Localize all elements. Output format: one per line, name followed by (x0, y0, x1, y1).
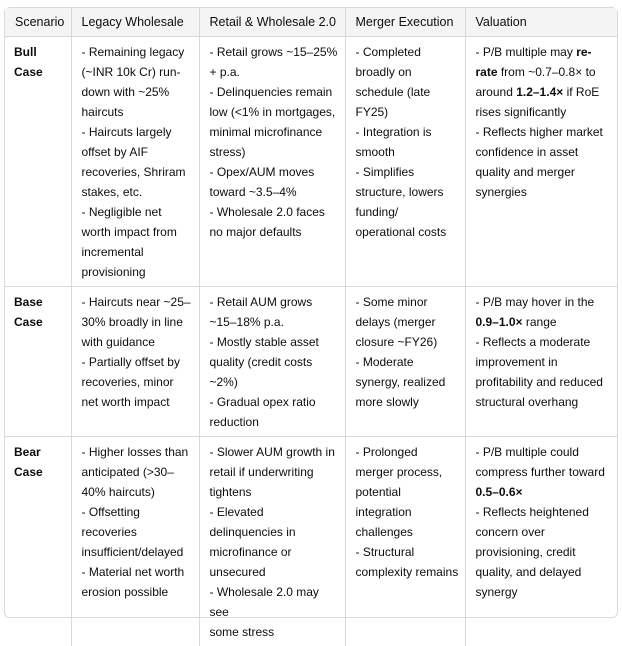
valuation-cell (465, 437, 617, 646)
cell-text-line: potential (356, 482, 459, 502)
header-valuation: Valuation (465, 8, 617, 37)
cell-text-line: - Structural (356, 542, 459, 562)
valuation-rest (476, 332, 612, 412)
cell-text-line: anticipated (>30– (82, 462, 193, 482)
bold-text: re- (576, 45, 591, 59)
cell-text-line: - Prolonged (356, 442, 459, 462)
cell-text-line: delays (merger (356, 312, 459, 332)
cell-text-line: - Haircuts near ~25– (82, 292, 193, 312)
cell-text-line: - Offsetting (82, 502, 193, 522)
text-run: from ~0.7–0.8× to (498, 65, 596, 79)
valuation-cell (465, 287, 617, 437)
retail-cell (199, 287, 345, 437)
valuation-rest (476, 502, 612, 602)
cell-text-line: - Moderate (356, 352, 459, 372)
scenario-cell (5, 437, 71, 646)
valuation-line (476, 62, 612, 82)
scenario-label-line: Case (14, 312, 65, 332)
cell-text-line: + p.a. (210, 62, 339, 82)
cell-text-line: synergies (476, 182, 612, 202)
cell-text-line: closure ~FY26) (356, 332, 459, 352)
bold-text: rate (476, 65, 498, 79)
scenario-cell (5, 287, 71, 437)
bold-text: 0.9–1.0× (476, 315, 523, 329)
merger-cell (345, 37, 465, 287)
cell-text-line: - Slower AUM growth in (210, 442, 339, 462)
cell-text-line: FY25) (356, 102, 459, 122)
cell-text-line: recoveries, Shriram (82, 162, 193, 182)
cell-text-line: (~INR 10k Cr) run- (82, 62, 193, 82)
cell-text-line: with guidance (82, 332, 193, 352)
retail-cell (199, 37, 345, 287)
cell-text-line: - Higher losses than (82, 442, 193, 462)
cell-text-line: tightens (210, 482, 339, 502)
cell-text-line: merger process, (356, 462, 459, 482)
cell-text-line: ~2%) (210, 372, 339, 392)
cell-text-line: schedule (late (356, 82, 459, 102)
cell-text-line: 40% haircuts) (82, 482, 193, 502)
cell-text-line: ~15–18% p.a. (210, 312, 339, 332)
cell-text-line: quality and merger (476, 162, 612, 182)
valuation-line (476, 82, 612, 102)
cell-text-line: - Retail AUM grows (210, 292, 339, 312)
cell-text-line: - Remaining legacy (82, 42, 193, 62)
bold-text: 0.5–0.6× (476, 485, 523, 499)
cell-text-line: rises significantly (476, 102, 612, 122)
cell-text-line: synergy, realized (356, 372, 459, 392)
cell-text-line: structural overhang (476, 392, 612, 412)
cell-text-line: offset by AIF (82, 142, 193, 162)
scenario-label-line: Base (14, 292, 65, 312)
valuation-line: - P/B may hover in the (476, 292, 612, 312)
cell-text-line: recoveries, minor (82, 372, 193, 392)
scenario-cell (5, 37, 71, 287)
cell-text-line: quality, and delayed (476, 562, 612, 582)
cell-text-line: - Negligible net (82, 202, 193, 222)
cell-text-line: - Elevated (210, 502, 339, 522)
cell-text-line: - Retail grows ~15–25% (210, 42, 339, 62)
cell-text-line: provisioning, credit (476, 542, 612, 562)
scenario-label-line: Case (14, 462, 65, 482)
valuation-rest (476, 102, 612, 202)
cell-text-line: toward ~3.5–4% (210, 182, 339, 202)
cell-text-line: erosion possible (82, 582, 193, 602)
cell-text-line: confidence in asset (476, 142, 612, 162)
cell-text-line: - Simplifies (356, 162, 459, 182)
cell-text-line: delinquencies in (210, 522, 339, 542)
text-run: around (476, 85, 517, 99)
cell-text-line: - Wholesale 2.0 may see (210, 582, 339, 622)
cell-text-line: complexity remains (356, 562, 459, 582)
retail-cell (199, 437, 345, 646)
cell-text-line: smooth (356, 142, 459, 162)
valuation-line (476, 482, 612, 502)
cell-text-line: low (<1% in mortgages, (210, 102, 339, 122)
cell-text-line: stakes, etc. (82, 182, 193, 202)
cell-text-line: improvement in (476, 352, 612, 372)
cell-text-line: - Delinquencies remain (210, 82, 339, 102)
legacy-cell (71, 37, 199, 287)
cell-text-line: - Gradual opex ratio (210, 392, 339, 412)
text-run: if RoE (563, 85, 599, 99)
cell-text-line: some stress (210, 622, 339, 642)
cell-text-line: no major defaults (210, 222, 339, 242)
bold-text: 1.2–1.4× (516, 85, 563, 99)
cell-text-line: more slowly (356, 392, 459, 412)
cell-text-line: structure, lowers (356, 182, 459, 202)
legacy-cell (71, 437, 199, 646)
legacy-cell (71, 287, 199, 437)
cell-text-line: down with ~25% (82, 82, 193, 102)
cell-text-line: - Some minor (356, 292, 459, 312)
cell-text-line: - Partially offset by (82, 352, 193, 372)
header-legacy-wholesale: Legacy Wholesale (71, 8, 199, 37)
scenario-table (5, 8, 617, 646)
valuation-line: compress further toward (476, 462, 612, 482)
cell-text-line: - Integration is (356, 122, 459, 142)
header-retail-wholesale: Retail & Wholesale 2.0 (199, 8, 345, 37)
cell-text-line: net worth impact (82, 392, 193, 412)
cell-text-line: funding/ (356, 202, 459, 222)
cell-text-line: operational costs (356, 222, 459, 242)
cell-text-line: - Mostly stable asset (210, 332, 339, 352)
cell-text-line: - Completed (356, 42, 459, 62)
header-merger-execution: Merger Execution (345, 8, 465, 37)
valuation-line (476, 312, 612, 332)
cell-text-line: stress) (210, 142, 339, 162)
cell-text-line: incremental (82, 242, 193, 262)
table-row-bull (5, 37, 617, 287)
cell-text-line: microfinance or (210, 542, 339, 562)
cell-text-line: - Haircuts largely (82, 122, 193, 142)
cell-text-line: concern over (476, 522, 612, 542)
cell-text-line: reduction (210, 412, 339, 432)
cell-text-line: retail if underwriting (210, 462, 339, 482)
valuation-line: - P/B multiple could (476, 442, 612, 462)
cell-text-line: quality (credit costs (210, 352, 339, 372)
cell-text-line: profitability and reduced (476, 372, 612, 392)
text-run: - P/B multiple may (476, 45, 577, 59)
cell-text-line: unsecured (210, 562, 339, 582)
table-row-bear (5, 437, 617, 646)
cell-text-line: recoveries (82, 522, 193, 542)
cell-text-line: - Opex/AUM moves (210, 162, 339, 182)
cell-text-line: integration (356, 502, 459, 522)
merger-cell (345, 437, 465, 646)
valuation-cell (465, 37, 617, 287)
merger-cell (345, 287, 465, 437)
cell-text-line: - Wholesale 2.0 faces (210, 202, 339, 222)
text-run: range (523, 315, 557, 329)
cell-text-line: synergy (476, 582, 612, 602)
cell-text-line: minimal microfinance (210, 122, 339, 142)
cell-text-line: haircuts (82, 102, 193, 122)
valuation-line (476, 42, 612, 62)
scenario-table-container (4, 7, 618, 618)
cell-text-line: insufficient/delayed (82, 542, 193, 562)
cell-text-line: worth impact from (82, 222, 193, 242)
cell-text-line: - Reflects a moderate (476, 332, 612, 352)
cell-text-line: - Reflects heightened (476, 502, 612, 522)
cell-text-line: - Reflects higher market (476, 122, 612, 142)
cell-text-line: broadly on (356, 62, 459, 82)
header-scenario: Scenario (5, 8, 71, 37)
cell-text-line: 30% broadly in line (82, 312, 193, 332)
table-header-row (5, 8, 617, 37)
cell-text-line: challenges (356, 522, 459, 542)
cell-text-line: - Material net worth (82, 562, 193, 582)
scenario-label-line: Case (14, 62, 65, 82)
table-row-base (5, 287, 617, 437)
cell-text-line: provisioning (82, 262, 193, 282)
scenario-label-line: Bear (14, 442, 65, 462)
scenario-label-line: Bull (14, 42, 65, 62)
